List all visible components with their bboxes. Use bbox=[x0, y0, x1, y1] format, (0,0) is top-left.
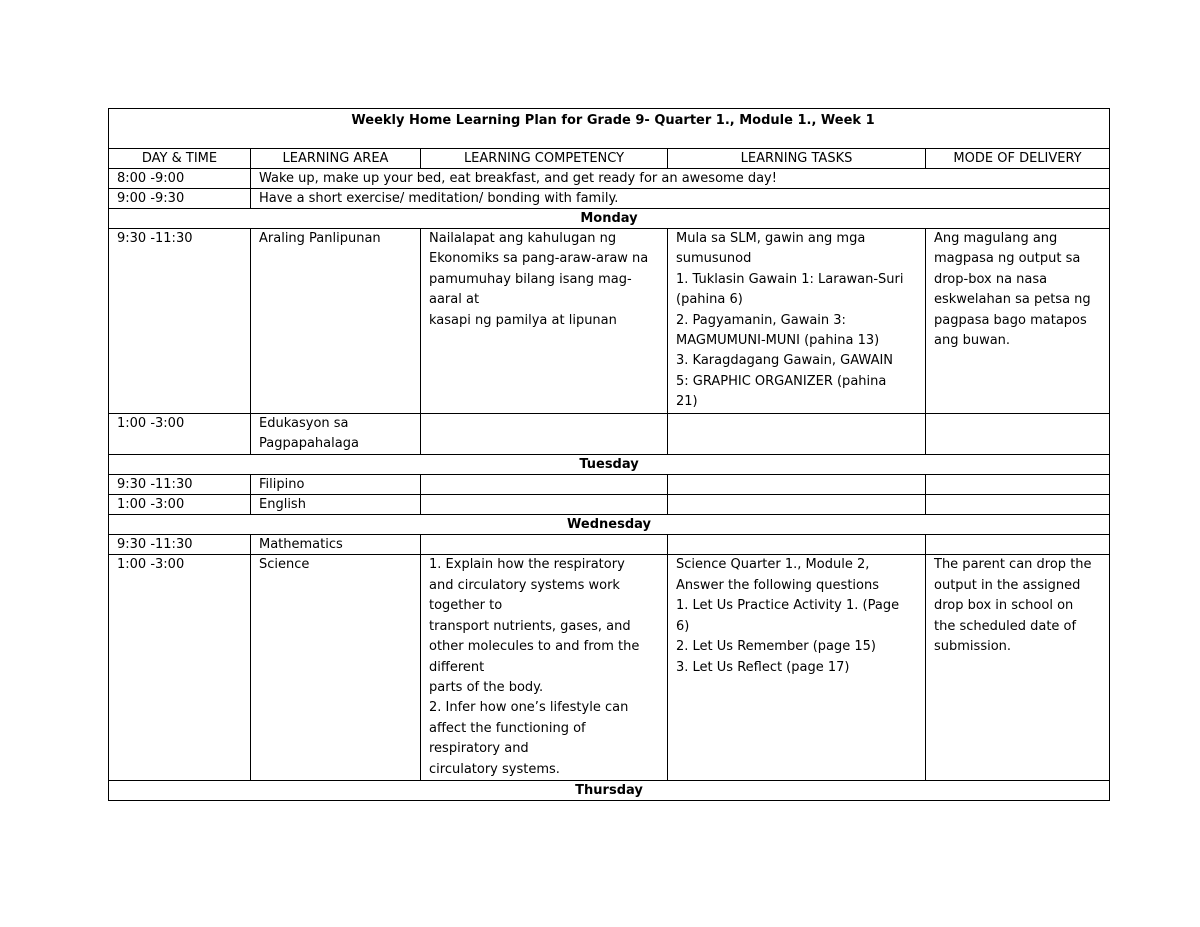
slot-time: 9:30 -11:30 bbox=[109, 535, 251, 555]
routine-time: 9:00 -9:30 bbox=[109, 189, 251, 209]
table-row bbox=[109, 413, 1110, 455]
slot-learning-area: Edukasyon sa Pagpapahalaga bbox=[251, 413, 421, 455]
slot-time: 1:00 -3:00 bbox=[109, 495, 251, 515]
slot-delivery bbox=[926, 495, 1110, 515]
slot-learning-area: Mathematics bbox=[251, 535, 421, 555]
slot-delivery bbox=[926, 475, 1110, 495]
table-row bbox=[109, 555, 1110, 780]
slot-delivery bbox=[926, 535, 1110, 555]
routine-time: 8:00 -9:00 bbox=[109, 169, 251, 189]
day-heading-tuesday: Tuesday bbox=[109, 455, 1110, 475]
day-heading-wednesday: Wednesday bbox=[109, 515, 1110, 535]
slot-learning-area: Science bbox=[251, 555, 421, 780]
slot-time: 9:30 -11:30 bbox=[109, 229, 251, 414]
header-row bbox=[109, 149, 1110, 169]
header-day-time: DAY & TIME bbox=[109, 149, 251, 169]
table-row bbox=[109, 475, 1110, 495]
routine-activity: Wake up, make up your bed, eat breakfast, and get ready for an awesome day! bbox=[251, 169, 1110, 189]
table-row bbox=[109, 495, 1110, 515]
slot-tasks bbox=[668, 495, 926, 515]
slot-tasks bbox=[668, 475, 926, 495]
slot-tasks: Mula sa SLM, gawin ang mga sumusunod 1. Tuklasin Gawain 1: Larawan-Suri (pahina 6) 2. Pagyamanin, Gawain 3: MAGMUMUNI-MUNI (pahina 13) 3. Karagdagang Gawain, GAWAIN 5: GRAPHIC ORGANIZER (pahina 21) bbox=[668, 229, 926, 414]
slot-time: 1:00 -3:00 bbox=[109, 555, 251, 780]
slot-competency: Nailalapat ang kahulugan ng Ekonomiks sa pang-araw-araw na pamumuhay bilang isang mag- aaral at kasapi ng pamilya at lipunan bbox=[421, 229, 668, 414]
slot-competency bbox=[421, 475, 668, 495]
slot-learning-area: Araling Panlipunan bbox=[251, 229, 421, 414]
header-learning-tasks: LEARNING TASKS bbox=[668, 149, 926, 169]
routine-row bbox=[109, 169, 1110, 189]
slot-learning-area: English bbox=[251, 495, 421, 515]
routine-row bbox=[109, 189, 1110, 209]
learning-plan-table bbox=[108, 108, 1110, 801]
slot-delivery: Ang magulang ang magpasa ng output sa drop-box na nasa eskwelahan sa petsa ng pagpasa bago matapos ang buwan. bbox=[926, 229, 1110, 414]
header-learning-competency: LEARNING COMPETENCY bbox=[421, 149, 668, 169]
slot-delivery bbox=[926, 413, 1110, 455]
slot-learning-area: Filipino bbox=[251, 475, 421, 495]
slot-delivery: The parent can drop the output in the assigned drop box in school on the scheduled date of submission. bbox=[926, 555, 1110, 780]
table-row bbox=[109, 535, 1110, 555]
slot-time: 9:30 -11:30 bbox=[109, 475, 251, 495]
learning-plan-document bbox=[108, 108, 1109, 801]
slot-competency: 1. Explain how the respiratory and circulatory systems work together to transport nutrients, gases, and other molecules to and from the different parts of the body. 2. Infer how one’s lifestyle can affect the functioning of respiratory and circulatory systems. bbox=[421, 555, 668, 780]
slot-competency bbox=[421, 495, 668, 515]
plan-title: Weekly Home Learning Plan for Grade 9- Quarter 1., Module 1., Week 1 bbox=[109, 109, 1110, 149]
slot-tasks: Science Quarter 1., Module 2, Answer the following questions 1. Let Us Practice Activity 1. (Page 6) 2. Let Us Remember (page 15) 3. Let Us Reflect (page 17) bbox=[668, 555, 926, 780]
slot-competency bbox=[421, 535, 668, 555]
slot-time: 1:00 -3:00 bbox=[109, 413, 251, 455]
routine-activity: Have a short exercise/ meditation/ bonding with family. bbox=[251, 189, 1110, 209]
slot-tasks bbox=[668, 535, 926, 555]
day-heading-thursday: Thursday bbox=[109, 780, 1110, 800]
slot-tasks bbox=[668, 413, 926, 455]
header-mode-of-delivery: MODE OF DELIVERY bbox=[926, 149, 1110, 169]
header-learning-area: LEARNING AREA bbox=[251, 149, 421, 169]
slot-competency bbox=[421, 413, 668, 455]
table-row bbox=[109, 229, 1110, 414]
day-heading-monday: Monday bbox=[109, 209, 1110, 229]
